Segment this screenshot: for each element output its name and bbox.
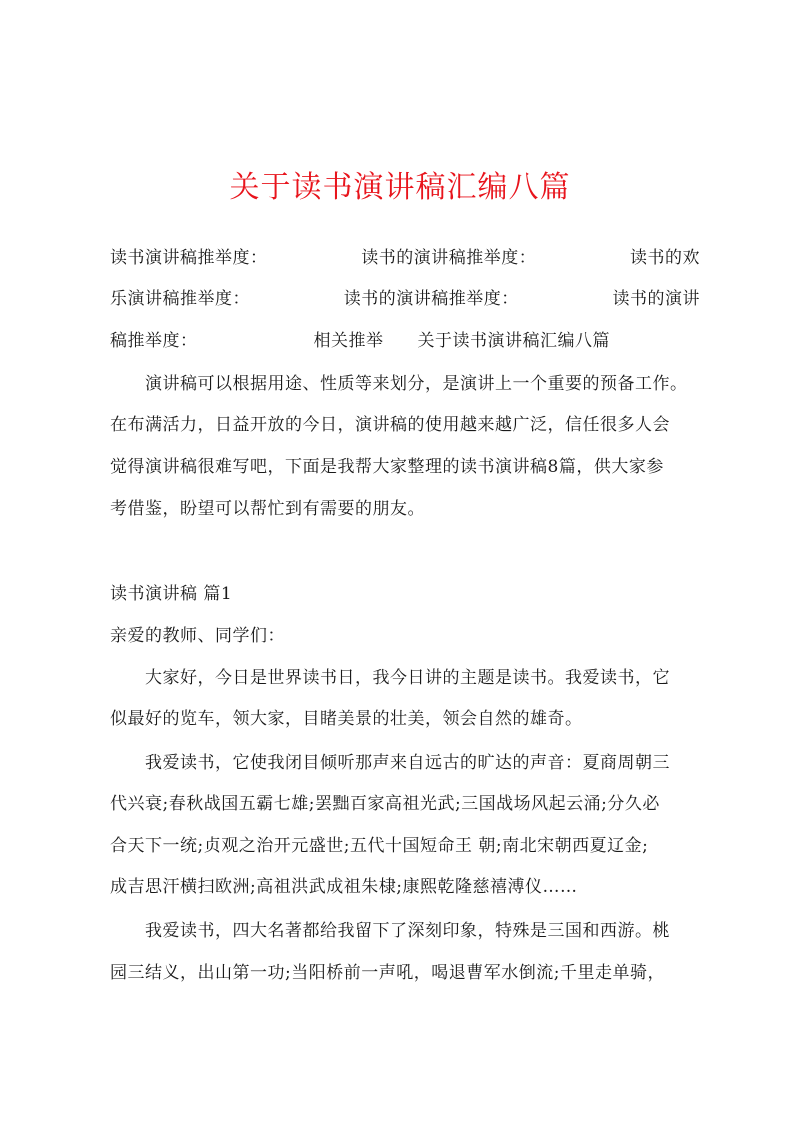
- intro-line: 觉得演讲稿很难写吧，下面是我帮大家整理的读书演讲稿8篇，供大家参: [110, 457, 664, 477]
- paragraph-line: 合天下一统;贞观之治开元盛世;五代十国短命王 朝;南北宋朝西夏辽金;: [110, 836, 649, 856]
- paragraph-line: 代兴衰;春秋战国五霸七雄;罢黜百家高祖光武;三国战场风起云涌;分久必: [110, 794, 660, 814]
- recommend-line: [110, 329, 700, 353]
- recommend-link[interactable]: 读书的欢: [630, 248, 700, 268]
- greeting: 亲爱的教师、同学们：: [110, 626, 285, 646]
- recommend-link[interactable]: 读书演讲稿推举度：: [110, 248, 268, 268]
- paragraph-line: 园三结义，出山第一功;当阳桥前一声吼，喝退曹军水倒流;千里走单骑，: [110, 963, 665, 983]
- paragraph-line: 我爱读书，它使我闭目倾听那声来自远古的旷达的声音：夏商周朝三: [145, 753, 670, 773]
- related-article-link[interactable]: 关于读书演讲稿汇编八篇: [417, 331, 610, 351]
- recommend-link[interactable]: 乐演讲稿推举度：: [110, 289, 250, 309]
- section-heading: 读书演讲稿 篇1: [110, 584, 233, 604]
- recommend-link[interactable]: 读书的演讲稿推举度：: [361, 248, 537, 268]
- recommend-line: [110, 246, 700, 270]
- paragraph-line: 大家好，今日是世界读书日，我今日讲的主题是读书。我爱读书，它: [145, 668, 670, 688]
- intro-line: 演讲稿可以根据用途、性质等来划分，是演讲上一个重要的预备工作。: [145, 374, 688, 394]
- related-recommend-label: 相关推举: [313, 331, 384, 351]
- recommend-label: 稿推举度：: [110, 331, 198, 351]
- paragraph-line: 似最好的览车，领大家，目睹美景的壮美，领会自然的雄奇。: [110, 709, 583, 729]
- recommend-line: [110, 287, 700, 311]
- recommend-link[interactable]: 读书的演讲: [612, 289, 700, 309]
- paragraph-line: 我爱读书，四大名著都给我留下了深刻印象，特殊是三国和西游。桃: [145, 921, 670, 941]
- paragraph-line: 成吉思汗横扫欧洲;高祖洪武成祖朱棣;康熙乾隆慈禧溥仪……: [110, 877, 578, 897]
- document-title: 关于读书演讲稿汇编八篇: [229, 170, 571, 205]
- intro-line: 考借鉴，盼望可以帮忙到有需要的朋友。: [110, 499, 425, 519]
- intro-line: 在布满活力，日益开放的今日，演讲稿的使用越来越广泛，信任很多人会: [110, 415, 670, 435]
- recommend-link[interactable]: 读书的演讲稿推举度：: [343, 289, 519, 309]
